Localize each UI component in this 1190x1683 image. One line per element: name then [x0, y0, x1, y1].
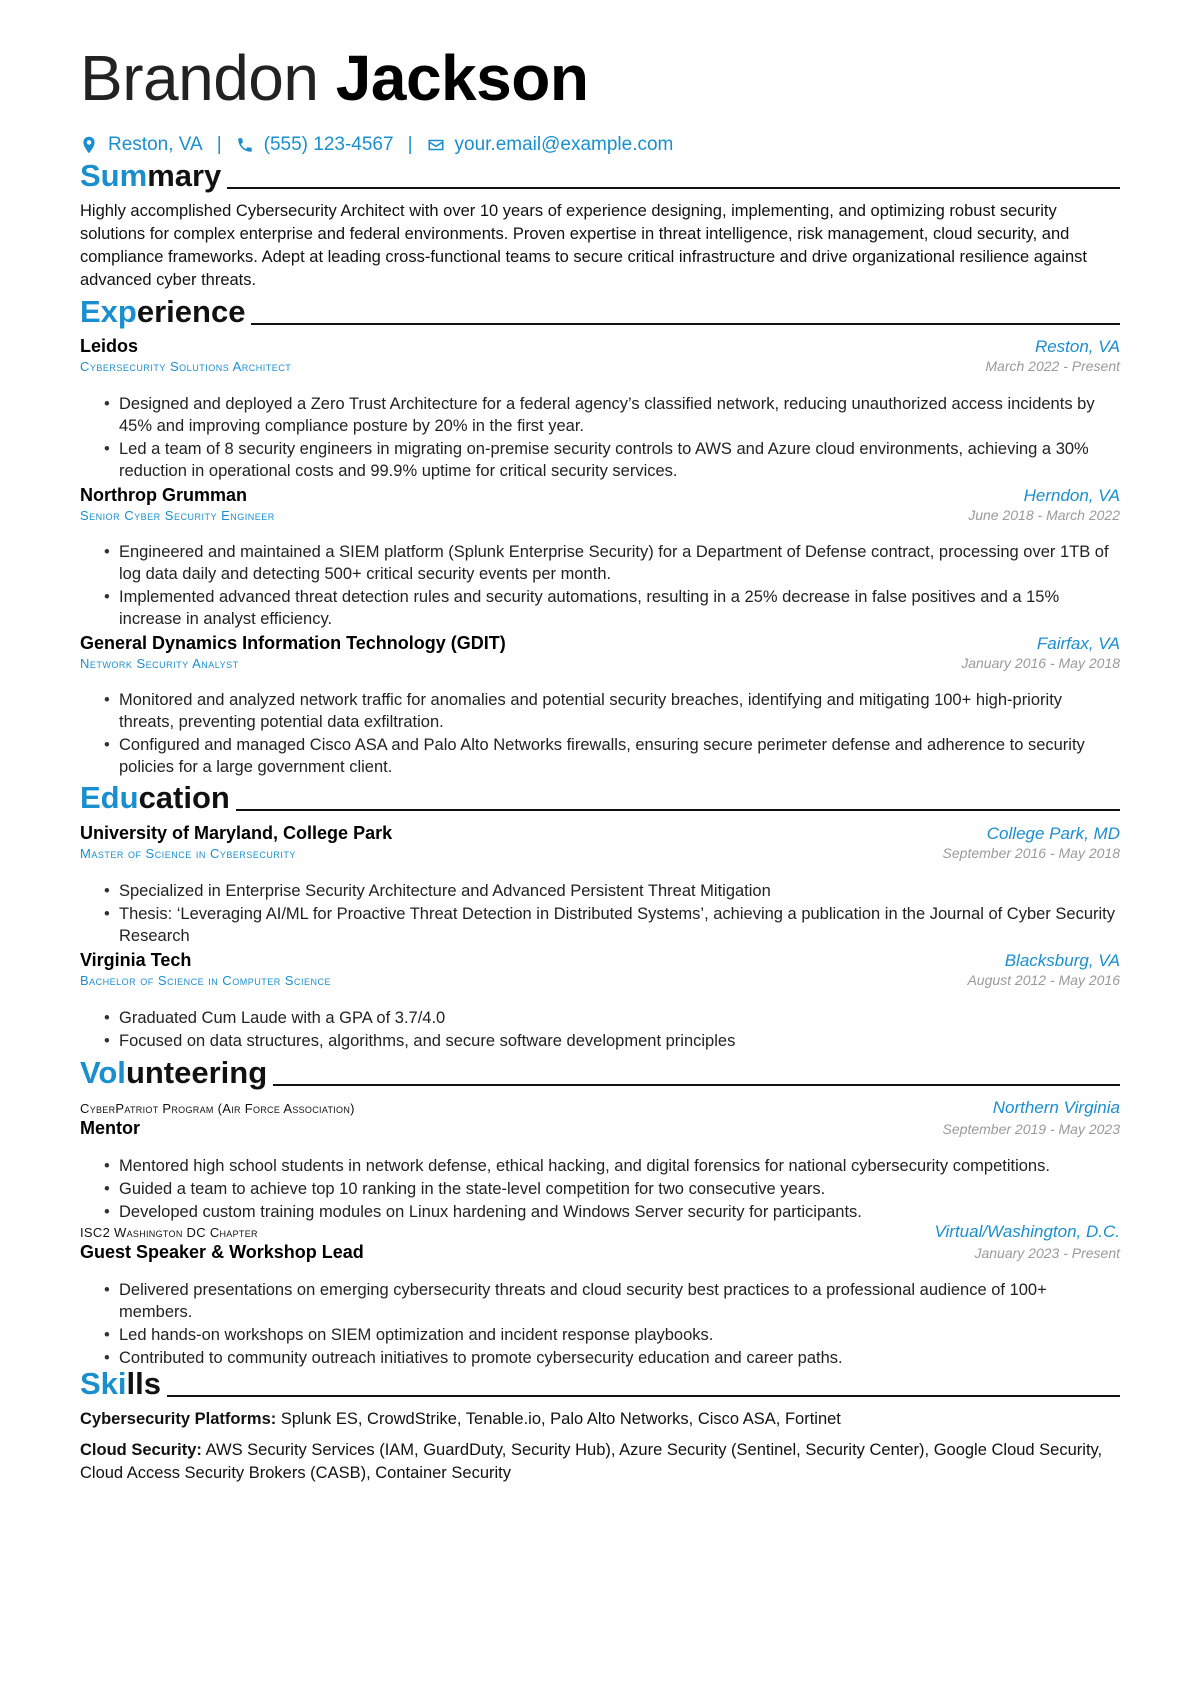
school-name: Virginia Tech	[80, 950, 192, 970]
volunteer-organization: ISC2 Washington DC Chapter	[80, 1225, 258, 1240]
entry-location: Reston, VA	[1034, 337, 1120, 356]
bullet-item: • Focused on data structures, algorithms, and secure software development principles	[104, 1030, 1120, 1052]
bullet-item: • Monitored and analyzed network traffic for anomalies and potential security breaches, identifying and mitigating 100+ high-priority threats, preventing potential data exfiltration.	[104, 689, 1120, 733]
contact-phone[interactable]	[236, 134, 394, 156]
entry-dates: June 2018 - March 2022	[968, 507, 1120, 523]
employer-name: General Dynamics Information Technology (GDIT)	[80, 633, 506, 653]
skill-category: Cybersecurity Platforms:	[80, 1410, 277, 1428]
bullet-item: • Developed custom training modules on Linux hardening and Windows Server security for participants.	[104, 1201, 1120, 1223]
bullet-item: • Specialized in Enterprise Security Architecture and Advanced Persistent Threat Mitigation	[104, 880, 1120, 902]
degree: Bachelor of Science in Computer Science	[80, 973, 331, 988]
map-pin-icon	[80, 136, 98, 154]
bullet-item: • Guided a team to achieve top 10 ranking in the state-level competition for two consecutive years.	[104, 1178, 1120, 1200]
bullet-item: • Graduated Cum Laude with a GPA of 3.7/4.0	[104, 1007, 1120, 1029]
education-bullets	[104, 1007, 1120, 1053]
section-rule	[273, 1084, 1120, 1086]
bullet-item: • Configured and managed Cisco ASA and Palo Alto Networks firewalls, ensuring secure perimeter defense and adherence to security policies for a large government client.	[104, 734, 1120, 778]
heading-accent: Edu	[80, 780, 139, 815]
volunteering-bullets	[104, 1279, 1120, 1370]
experience-entry	[80, 485, 1120, 523]
section-rule	[236, 809, 1120, 811]
section-rule	[251, 323, 1120, 325]
bullet-item: • Thesis: ‘Leveraging AI/ML for Proactive Threat Detection in Distributed Systems’, achieving a publication in the Journal of Cyber Security Research	[104, 903, 1120, 947]
section-heading-volunteering	[80, 1055, 1120, 1091]
heading-accent: Vol	[80, 1055, 126, 1090]
experience-entry	[80, 633, 1120, 671]
volunteer-role: Mentor	[80, 1118, 140, 1138]
volunteer-role: Guest Speaker & Workshop Lead	[80, 1242, 364, 1262]
education-entry	[80, 823, 1120, 861]
section-heading-summary	[80, 158, 1120, 194]
phone-text: (555) 123-4567	[263, 134, 394, 155]
volunteer-organization: CyberPatriot Program (Air Force Association)	[80, 1101, 355, 1116]
envelope-icon	[427, 136, 445, 154]
section-rule	[167, 1395, 1120, 1397]
candidate-name	[80, 40, 588, 116]
heading-accent: Sum	[80, 158, 148, 193]
heading-rest: lls	[126, 1366, 161, 1401]
employer-name: Northrop Grumman	[80, 485, 248, 505]
contact-email[interactable]	[427, 134, 674, 156]
job-title: Senior Cyber Security Engineer	[80, 508, 275, 523]
entry-dates: September 2016 - May 2018	[942, 845, 1120, 861]
entry-dates: January 2016 - May 2018	[961, 655, 1120, 671]
education-entry	[80, 950, 1120, 988]
school-name: University of Maryland, College Park	[80, 823, 393, 843]
phone-icon	[236, 136, 254, 154]
entry-location: College Park, MD	[986, 824, 1120, 843]
bullet-item: • Designed and deployed a Zero Trust Architecture for a federal agency’s classified network, reducing unauthorized access incidents by 45% and improving compliance posture by 20% in the first year.	[104, 393, 1120, 437]
entry-dates: March 2022 - Present	[985, 358, 1120, 374]
entry-location: Blacksburg, VA	[1004, 951, 1120, 970]
degree: Master of Science in Cybersecurity	[80, 846, 296, 861]
entry-dates: January 2023 - Present	[974, 1245, 1120, 1261]
bullet-item: • Contributed to community outreach initiatives to promote cybersecurity education and career paths.	[104, 1347, 1120, 1369]
heading-accent: Exp	[80, 294, 137, 329]
last-name: Jackson	[335, 42, 589, 114]
experience-bullets	[104, 393, 1120, 483]
job-title: Network Security Analyst	[80, 656, 239, 671]
job-title: Cybersecurity Solutions Architect	[80, 359, 292, 374]
skill-line	[80, 1408, 1120, 1431]
location-text: Reston, VA	[108, 134, 203, 155]
contact-separator: |	[407, 134, 413, 155]
bullet-item: • Led hands-on workshops on SIEM optimization and incident response playbooks.	[104, 1324, 1120, 1346]
skill-line	[80, 1439, 1120, 1485]
entry-location: Northern Virginia	[992, 1098, 1120, 1117]
section-heading-experience	[80, 294, 1120, 330]
section-heading-education	[80, 780, 1120, 816]
bullet-item: • Engineered and maintained a SIEM platform (Splunk Enterprise Security) for a Department of Defense contract, processing over 1TB of log data daily and detecting 500+ critical security events per month.	[104, 541, 1120, 585]
section-rule	[227, 187, 1120, 189]
heading-accent: Ski	[80, 1366, 127, 1401]
entry-location: Fairfax, VA	[1036, 634, 1120, 653]
first-name: Brandon	[80, 42, 319, 114]
bullet-item: • Implemented advanced threat detection rules and security automations, resulting in a 25% decrease in false positives and a 15% increase in analyst efficiency.	[104, 586, 1120, 630]
email-text: your.email@example.com	[454, 134, 674, 155]
volunteering-entry	[80, 1098, 1120, 1139]
employer-name: Leidos	[80, 336, 139, 356]
heading-rest: mary	[147, 158, 222, 193]
volunteering-entry	[80, 1222, 1120, 1263]
entry-location: Virtual/Washington, D.C.	[934, 1222, 1120, 1241]
heading-rest: unteering	[125, 1055, 268, 1090]
bullet-item: • Mentored high school students in network defense, ethical hacking, and digital forensics for national cybersecurity competitions.	[104, 1155, 1120, 1177]
summary-text: Highly accomplished Cybersecurity Architect with over 10 years of experience designing, implementing, and optimizing robust security solutions for complex enterprise and federal environments. Proven expertise in threat intelligence, risk management, cloud security, and compliance frameworks. Adept at leading cross-functional teams to secure critical infrastructure and drive organizational resilience against advanced cyber threats.	[80, 202, 1087, 289]
entry-dates: August 2012 - May 2016	[967, 972, 1120, 988]
contact-line	[80, 134, 673, 156]
bullet-item: • Delivered presentations on emerging cybersecurity threats and cloud security best practices to a professional audience of 100+ members.	[104, 1279, 1120, 1323]
skill-values: Splunk ES, CrowdStrike, Tenable.io, Palo Alto Networks, Cisco ASA, Fortinet	[280, 1410, 841, 1428]
heading-rest: cation	[138, 780, 230, 815]
volunteering-bullets	[104, 1155, 1120, 1224]
skill-values: AWS Security Services (IAM, GuardDuty, Security Hub), Azure Security (Sentinel, Security Center), Google Cloud Security, Cloud Access Security Brokers (CASB), Container Security	[80, 1441, 1103, 1482]
education-bullets	[104, 880, 1120, 948]
skill-category: Cloud Security:	[80, 1441, 202, 1459]
experience-entry	[80, 336, 1120, 374]
heading-rest: erience	[136, 294, 246, 329]
contact-location	[80, 134, 203, 156]
entry-location: Herndon, VA	[1023, 486, 1120, 505]
bullet-item: • Led a team of 8 security engineers in migrating on-premise security controls to AWS and Azure cloud environments, achieving a 30% reduction in operational costs and 99.9% uptime for critical security services.	[104, 438, 1120, 482]
entry-dates: September 2019 - May 2023	[942, 1121, 1120, 1137]
experience-bullets	[104, 541, 1120, 631]
contact-separator: |	[216, 134, 222, 155]
experience-bullets	[104, 689, 1120, 779]
section-heading-skills	[80, 1366, 1120, 1402]
